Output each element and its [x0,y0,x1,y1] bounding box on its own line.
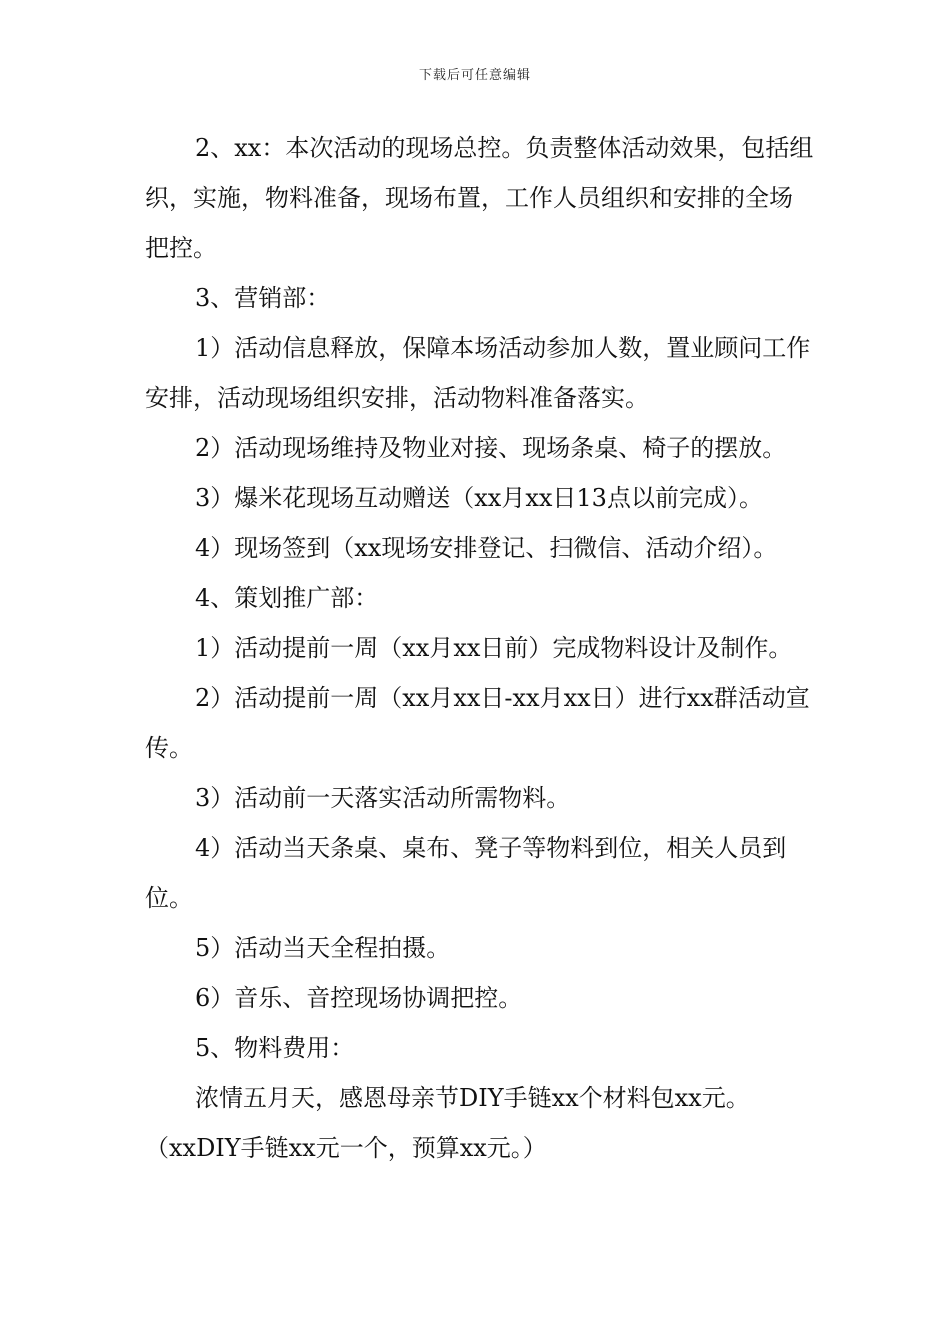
paragraph-planning-item-6: 6）音乐、音控现场协调把控。 [195,984,523,1012]
paragraph-marketing-item-4: 4）现场签到（xx现场安排登记、扫微信、活动介绍）。 [195,534,778,562]
paragraph-planning-item-2: 2）活动提前一周（xx月xx日-xx月xx日）进行xx群活动宣传。 [145,684,810,762]
page-header-note: 下载后可任意编辑 [418,68,531,83]
paragraph-planning-item-3: 3）活动前一天落实活动所需物料。 [195,784,571,812]
paragraph-marketing-heading: 3、营销部： [195,284,331,312]
paragraph-planning-item-4: 4）活动当天条桌、桌布、凳子等物料到位，相关人员到位。 [145,834,787,912]
paragraph-marketing-item-3: 3）爆米花现场互动赠送（xx月xx日13点以前完成）。 [195,484,763,512]
paragraph-cost-detail: 浓情五月天，感恩母亲节DIY手链xx个材料包xx元。 [195,1084,750,1112]
paragraph-planning-heading: 4、策划推广部： [195,584,379,612]
paragraph-planning-item-5: 5）活动当天全程拍摄。 [195,934,451,962]
document-body [145,123,815,1173]
paragraph-cost-note: （xxDIY手链xx元一个，预算xx元。） [145,1134,547,1162]
paragraph-general-control: 2、xx：本次活动的现场总控。负责整体活动效果，包括组织，实施，物料准备，现场布置，工作人员组织和安排的全场把控。 [145,134,814,262]
paragraph-marketing-item-2: 2）活动现场维持及物业对接、现场条桌、椅子的摆放。 [195,434,787,462]
paragraph-marketing-item-1: 1）活动信息释放，保障本场活动参加人数，置业顾问工作安排，活动现场组织安排，活动物料准备落实。 [145,334,811,412]
paragraph-cost-heading: 5、物料费用： [195,1034,355,1062]
paragraph-planning-item-1: 1）活动提前一周（xx月xx日前）完成物料设计及制作。 [195,634,793,662]
